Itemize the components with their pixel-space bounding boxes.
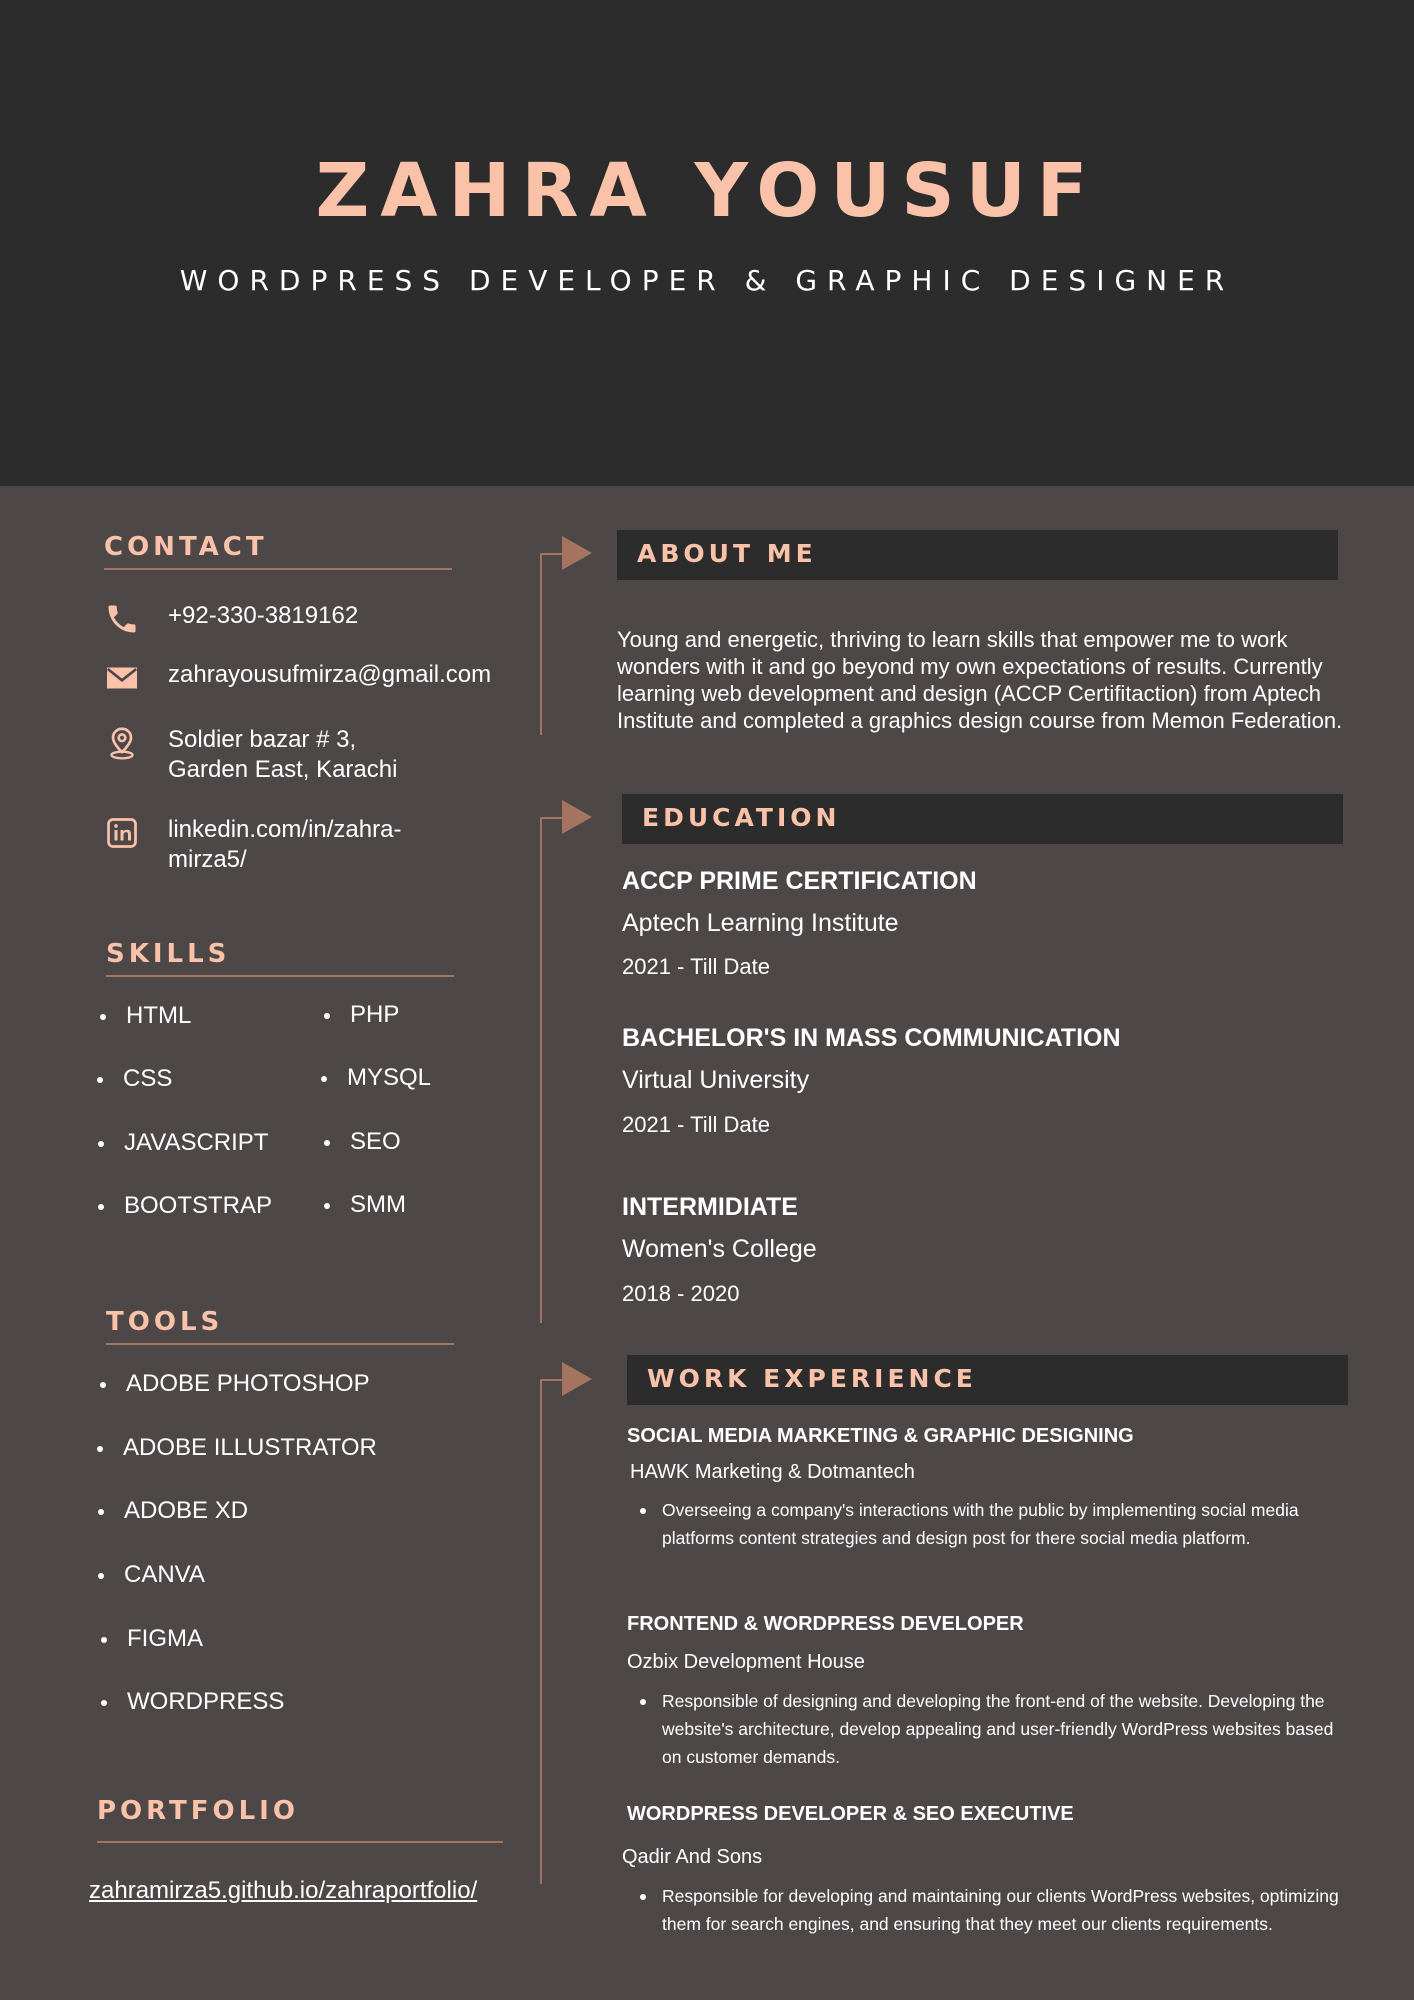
job-description: Responsible for developing and maintaining our clients WordPress websites, optimizing them for search engines, and ensuring that they meet our clients requirements. [662,1882,1342,1938]
arrow-icon [562,800,592,834]
about-header-bar [617,530,1338,580]
tool-item: WORDPRESS [127,1688,285,1715]
tool-item: ADOBE XD [124,1497,249,1524]
location-icon [104,725,140,761]
tools-title: TOOLS [106,1307,224,1337]
job-description: Responsible of designing and developing the front-end of the website. Developing the website's architecture, develop appealing and user-friendly WordPress websites based on customer demands. [662,1687,1342,1771]
tools-rule [106,1343,454,1345]
tool-item: ADOBE ILLUSTRATOR [123,1434,377,1461]
address-line-2: Garden East, Karachi [168,756,398,783]
job-company: HAWK Marketing & Dotmantech [630,1461,915,1483]
timeline-connector-education [540,817,562,819]
linkedin-line-1: linkedin.com/in/zahra- [168,816,402,843]
skill-item: SMM [350,1191,406,1218]
phone-icon [104,601,140,637]
skill-item: HTML [126,1002,192,1029]
education-header-bar [622,794,1343,844]
linkedin-icon [104,815,140,851]
portfolio-link[interactable]: zahramirza5.github.io/zahraportfolio/ [89,1877,478,1904]
header [0,0,1414,486]
work-header-bar [627,1355,1348,1405]
timeline-line-education [540,817,542,1323]
skills-title: SKILLS [106,939,231,969]
phone-text: +92-330-3819162 [168,602,359,629]
about-text: Young and energetic, thriving to learn skills that empower me to work wonders with it and go beyond my own expectations of results. Currently learning web development and design (ACCP Certifitaction) from Aptech Institute and completed a graphics design course from Memon Federation. [617,627,1343,733]
skill-item: MYSQL [347,1064,432,1091]
skill-item: BOOTSTRAP [124,1192,273,1219]
resume-role: WORDPRESS DEVELOPER & GRAPHIC DESIGNER [179,264,1235,297]
education-dates: 2021 - Till Date [622,954,770,979]
resume-name: ZAHRA YOUSUF [315,148,1099,234]
about-title: ABOUT ME [637,539,817,568]
skills-rule [106,975,454,977]
education-institute: Women's College [622,1235,817,1263]
job-company: Ozbix Development House [627,1651,865,1673]
education-title: EDUCATION [642,803,841,832]
job-description: Overseeing a company's interactions with the public by implementing social media platforms content strategies and design post for there social media platform. [662,1496,1342,1552]
contact-title: CONTACT [104,532,268,562]
education-institute: Virtual University [622,1066,810,1094]
job-title: SOCIAL MEDIA MARKETING & GRAPHIC DESIGNING [627,1425,1134,1447]
email-text: zahrayousufmirza@gmail.com [168,661,492,688]
timeline-connector-about [540,553,562,555]
work-title: WORK EXPERIENCE [647,1364,977,1393]
portfolio-rule [97,1841,503,1843]
address-line-1: Soldier bazar # 3, [168,726,357,753]
education-dates: 2018 - 2020 [622,1281,740,1306]
mail-icon [104,660,140,696]
tool-item: ADOBE PHOTOSHOP [126,1370,370,1397]
education-degree: INTERMIDIATE [622,1193,798,1221]
portfolio-title: PORTFOLIO [97,1796,299,1826]
skill-item: CSS [123,1065,173,1092]
contact-rule [104,568,452,570]
tool-item: CANVA [124,1561,205,1588]
education-degree: ACCP PRIME CERTIFICATION [622,867,977,895]
skill-item: JAVASCRIPT [124,1129,269,1156]
arrow-icon [562,536,592,570]
education-degree: BACHELOR'S IN MASS COMMUNICATION [622,1024,1121,1052]
education-dates: 2021 - Till Date [622,1112,770,1137]
skill-item: SEO [350,1128,401,1155]
timeline-line-about [540,553,542,735]
job-title: WORDPRESS DEVELOPER & SEO EXECUTIVE [627,1803,1074,1825]
job-company: Qadir And Sons [622,1846,763,1868]
tool-item: FIGMA [127,1625,203,1652]
skill-item: PHP [350,1001,400,1028]
linkedin-line-2: mirza5/ [168,846,247,873]
timeline-line-work [540,1379,542,1884]
job-title: FRONTEND & WORDPRESS DEVELOPER [627,1613,1024,1635]
education-institute: Aptech Learning Institute [622,909,899,937]
arrow-icon [562,1362,592,1396]
timeline-connector-work [540,1379,562,1381]
